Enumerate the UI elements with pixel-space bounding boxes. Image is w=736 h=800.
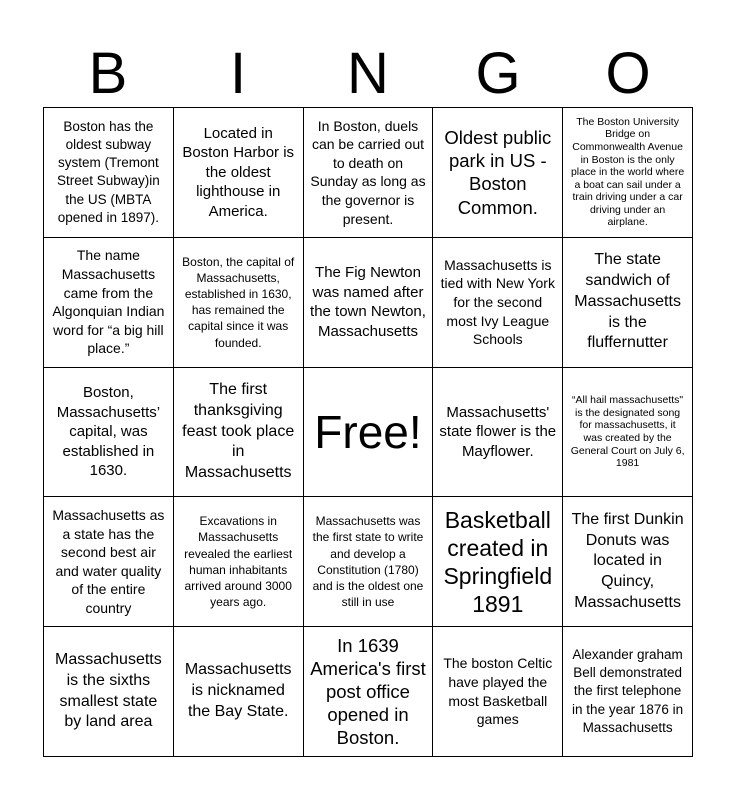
bingo-grid — [43, 107, 693, 757]
cell-text: In Boston, duels can be carried out to death on Sunday as long as the governor is present. — [310, 117, 426, 227]
bingo-cell-5-1[interactable] — [44, 627, 174, 757]
cell-text: Massachusetts' state flower is the Mayflower. — [439, 403, 557, 460]
bingo-cell-4-3[interactable] — [304, 497, 434, 627]
bingo-cell-3-2[interactable] — [174, 368, 304, 498]
bingo-cell-1-4[interactable] — [433, 108, 563, 238]
bingo-cell-1-5[interactable] — [563, 108, 693, 238]
cell-text: Massachusetts was the first state to write and develop a Constitution (1780) and is the oldest one still in use — [312, 514, 424, 610]
bingo-cell-3-5[interactable] — [563, 368, 693, 498]
cell-text: The name Massachusetts came from the Algonquian Indian word for “a big hill place.” — [52, 247, 165, 357]
cell-text: “All hail massachusetts" is the designated song for massachusetts, it was created by the General Court on July 6, 1981 — [570, 394, 685, 470]
bingo-cell-free[interactable] — [304, 368, 434, 498]
cell-text: Boston has the oldest subway system (Tremont Street Subway)in the US (MBTA opened in 1897). — [56, 118, 160, 225]
bingo-cell-1-1[interactable] — [44, 108, 174, 238]
header-letter-g: G — [475, 41, 521, 106]
cell-text: The first Dunkin Donuts was located in Quincy, Massachusetts — [571, 510, 684, 611]
bingo-cell-4-4[interactable] — [433, 497, 563, 627]
header-letter-i: I — [229, 41, 247, 106]
bingo-cell-5-5[interactable] — [563, 627, 693, 757]
cell-text: Located in Boston Harbor is the oldest lighthouse in America. — [182, 124, 295, 220]
bingo-cell-1-2[interactable] — [174, 108, 304, 238]
cell-text: Excavations in Massachusetts revealed the earliest human inhabitants arrived around 3000 years ago. — [184, 514, 293, 610]
header-letter-b: B — [88, 41, 128, 106]
bingo-cell-4-2[interactable] — [174, 497, 304, 627]
cell-text: The boston Celtic have played the most Basketball games — [443, 655, 553, 728]
free-space-text: Free! — [314, 405, 422, 458]
cell-text: The Boston University Bridge on Commonwealth Avenue in Boston is the only place in the world where a boat can sail under a train driving under a car driving under an airplane. — [570, 115, 685, 229]
bingo-cell-2-1[interactable] — [44, 238, 174, 368]
cell-text: Boston, the capital of Massachusetts, established in 1630, has remained the capital since it was founded. — [182, 254, 295, 350]
bingo-cell-2-5[interactable] — [563, 238, 693, 368]
bingo-cell-5-4[interactable] — [433, 627, 563, 757]
cell-text: Massachusetts is tied with New York for the second most Ivy League Schools — [440, 256, 555, 348]
bingo-cell-3-1[interactable] — [44, 368, 174, 498]
cell-text: Basketball created in Springfield 1891 — [443, 506, 553, 617]
bingo-cell-2-2[interactable] — [174, 238, 304, 368]
bingo-cell-4-1[interactable] — [44, 497, 174, 627]
cell-text: Massachusetts as a state has the second best air and water quality of the entire country — [52, 506, 165, 616]
cell-text: Oldest public park in US - Boston Common. — [444, 127, 552, 218]
header-letter-n: N — [347, 41, 389, 106]
cell-text: Massachusetts is the sixths smallest state by land area — [55, 651, 162, 731]
bingo-cell-5-3[interactable] — [304, 627, 434, 757]
bingo-cell-2-3[interactable] — [304, 238, 434, 368]
bingo-cell-1-3[interactable] — [304, 108, 434, 238]
cell-text: Boston, Massachusetts’ capital, was established in 1630. — [56, 384, 161, 480]
bingo-cell-2-4[interactable] — [433, 238, 563, 368]
bingo-cell-3-4[interactable] — [433, 368, 563, 498]
cell-text: Massachusetts is nicknamed the Bay State. — [184, 661, 292, 720]
header-letter-o: O — [605, 41, 651, 106]
bingo-cell-5-2[interactable] — [174, 627, 304, 757]
cell-text: Alexander graham Bell demonstrated the first telephone in the year 1876 in Massachusetts — [572, 647, 684, 735]
cell-text: The state sandwich of Massachusetts is the fluffernutter — [574, 251, 681, 352]
bingo-cell-4-5[interactable] — [563, 497, 693, 627]
bingo-header — [43, 40, 693, 108]
cell-text: The Fig Newton was named after the town Newton, Massachusetts — [310, 264, 426, 340]
cell-text: The first thanksgiving feast took place in Massachusetts — [182, 381, 295, 482]
cell-text: In 1639 America's first post office opened in Boston. — [310, 634, 426, 749]
